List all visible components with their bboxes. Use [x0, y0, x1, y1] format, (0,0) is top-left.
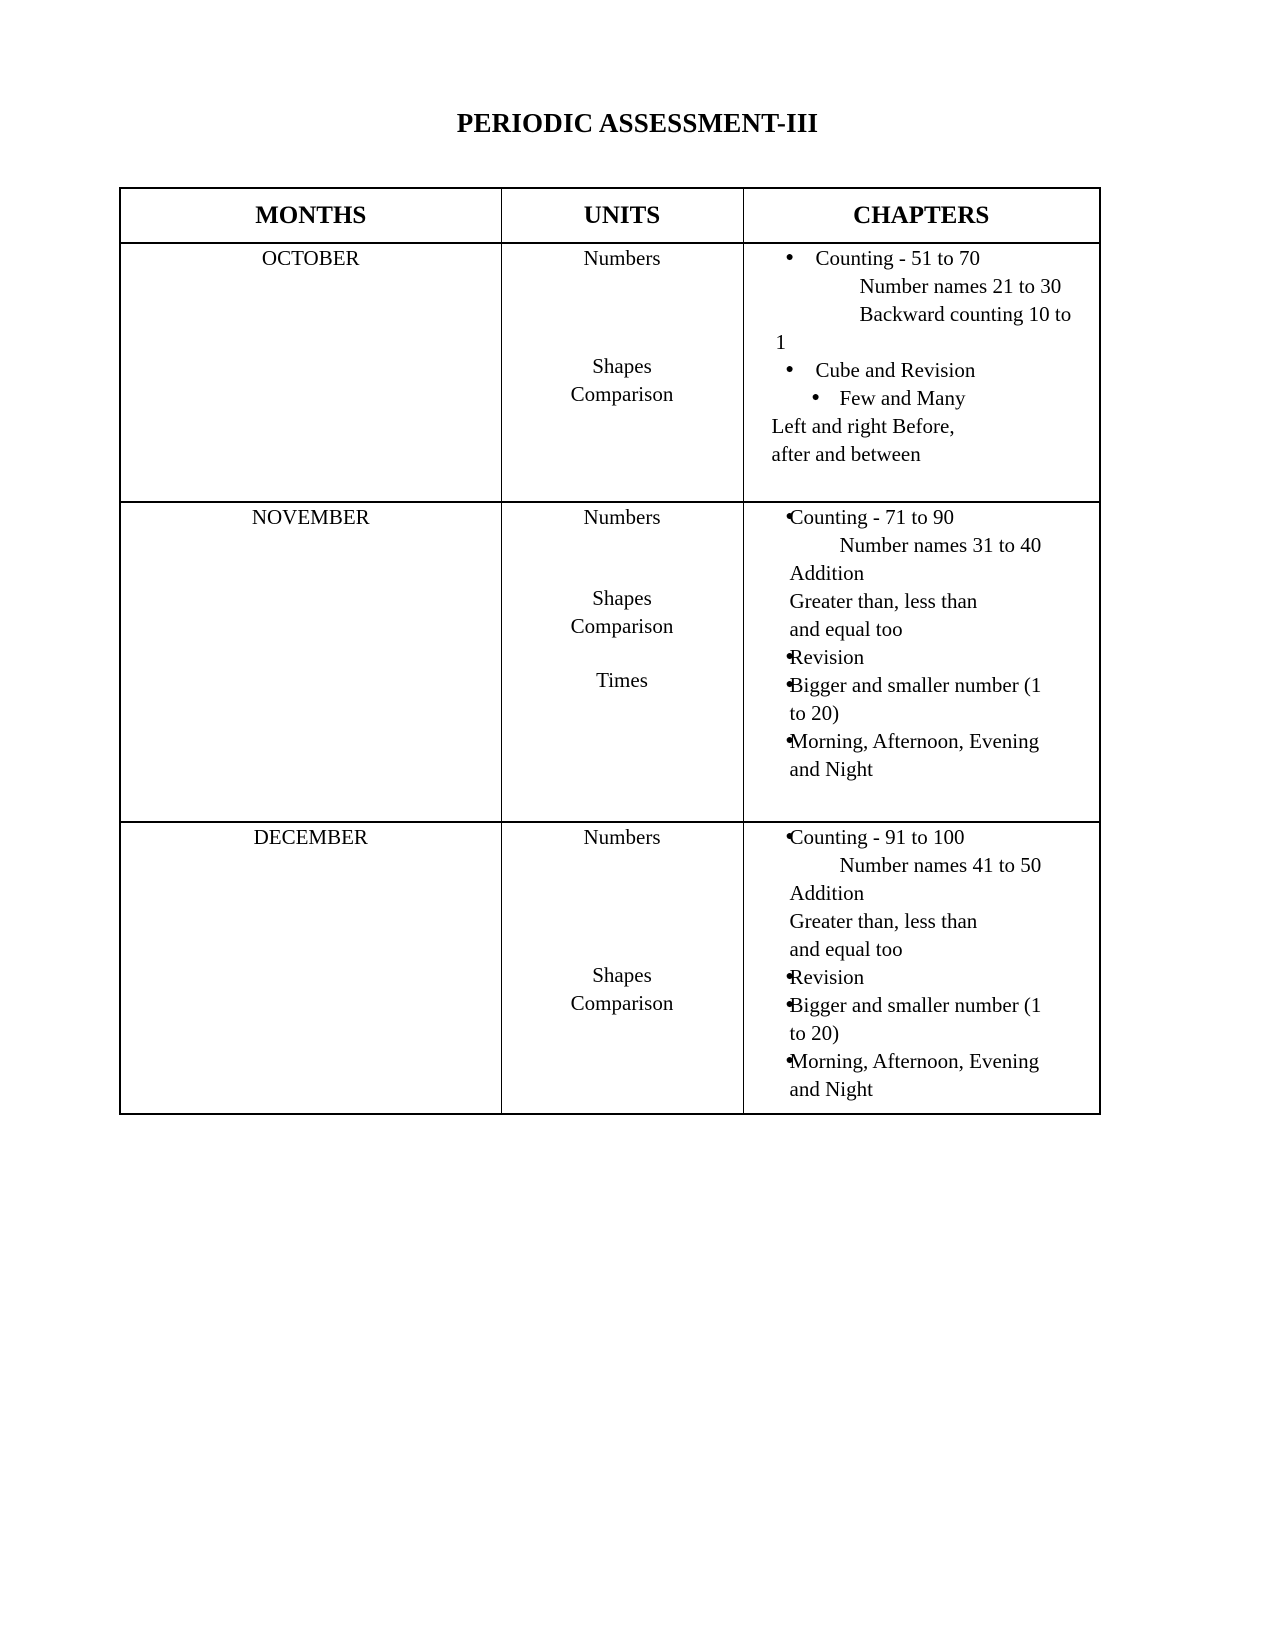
- units-cell: [501, 243, 743, 502]
- chapter-item: and equal too: [789, 617, 903, 641]
- chapter-list: [744, 503, 1100, 783]
- spacer: [502, 272, 743, 352]
- chapter-item: Number names 31 to 40: [839, 533, 1042, 557]
- unit-label: Shapes: [592, 354, 652, 378]
- unit-label: Shapes: [592, 586, 652, 610]
- chapter-item: ● Morning, Afternoon, Evening: [744, 1047, 1100, 1075]
- month-cell: [120, 502, 501, 822]
- unit-label: Numbers: [583, 246, 661, 270]
- unit-label: Times: [596, 668, 648, 692]
- chapter-item: and Night: [789, 1077, 873, 1101]
- chapter-item: Left and right Before,: [771, 414, 955, 438]
- month-label: OCTOBER: [261, 246, 360, 270]
- chapter-item: ● Morning, Afternoon, Evening: [744, 727, 1100, 755]
- chapter-item: ● Revision: [744, 963, 1100, 991]
- chapters-cell: [743, 502, 1100, 822]
- chapter-item: ● Bigger and smaller number (1: [744, 671, 1100, 699]
- unit-label: Comparison: [570, 614, 674, 638]
- unit-label: Numbers: [583, 505, 661, 529]
- table-body: [120, 243, 1100, 1114]
- chapter-item: to 20): [789, 701, 840, 725]
- table-row: [120, 243, 1100, 502]
- spacer: [502, 851, 743, 961]
- chapter-item: 1: [775, 330, 786, 354]
- month-cell: [120, 822, 501, 1114]
- unit-label: Comparison: [570, 382, 674, 406]
- month-label: NOVEMBER: [251, 505, 370, 529]
- month-cell: [120, 243, 501, 502]
- chapter-item: ● Cube and Revision: [744, 356, 1100, 384]
- spacer: [502, 531, 743, 584]
- units-cell: [501, 822, 743, 1114]
- chapter-item: ● Counting - 71 to 90: [744, 503, 1100, 531]
- table-header: [120, 188, 1100, 243]
- table-row: [120, 502, 1100, 822]
- chapter-item: ● Counting - 51 to 70: [744, 244, 1100, 272]
- column-header-units: UNITS: [501, 188, 743, 243]
- table-header-row: [120, 188, 1100, 243]
- chapter-list: [744, 823, 1100, 1103]
- chapter-item: Addition: [789, 881, 865, 905]
- chapter-item: and equal too: [789, 937, 903, 961]
- syllabus-table: [119, 187, 1101, 1115]
- chapter-item: Number names 41 to 50: [839, 853, 1042, 877]
- unit-label: Comparison: [570, 991, 674, 1015]
- chapter-item: Backward counting 10 to: [859, 302, 1072, 326]
- chapters-cell: [743, 243, 1100, 502]
- chapter-item: after and between: [771, 442, 921, 466]
- chapters-cell: [743, 822, 1100, 1114]
- column-header-months: MONTHS: [120, 188, 501, 243]
- unit-label: Numbers: [583, 825, 661, 849]
- chapter-item: ● Bigger and smaller number (1: [744, 991, 1100, 1019]
- chapter-item: ● Few and Many: [744, 384, 1100, 412]
- chapter-item: ● Revision: [744, 643, 1100, 671]
- unit-label: Shapes: [592, 963, 652, 987]
- chapter-item: Addition: [789, 561, 865, 585]
- chapter-item: Number names 21 to 30: [859, 274, 1062, 298]
- month-label: DECEMBER: [253, 825, 368, 849]
- chapter-item: ● Counting - 91 to 100: [744, 823, 1100, 851]
- table-row: [120, 822, 1100, 1114]
- chapter-item: Greater than, less than: [789, 909, 978, 933]
- units-cell: [501, 502, 743, 822]
- chapter-list: [744, 244, 1100, 468]
- chapter-item: and Night: [789, 757, 873, 781]
- page-title: PERIODIC ASSESSMENT-III: [456, 108, 819, 138]
- chapter-item: Greater than, less than: [789, 589, 978, 613]
- syllabus-table-container: [119, 187, 1099, 1115]
- chapter-item: to 20): [789, 1021, 840, 1045]
- column-header-chapters: CHAPTERS: [743, 188, 1100, 243]
- spacer: [502, 640, 743, 666]
